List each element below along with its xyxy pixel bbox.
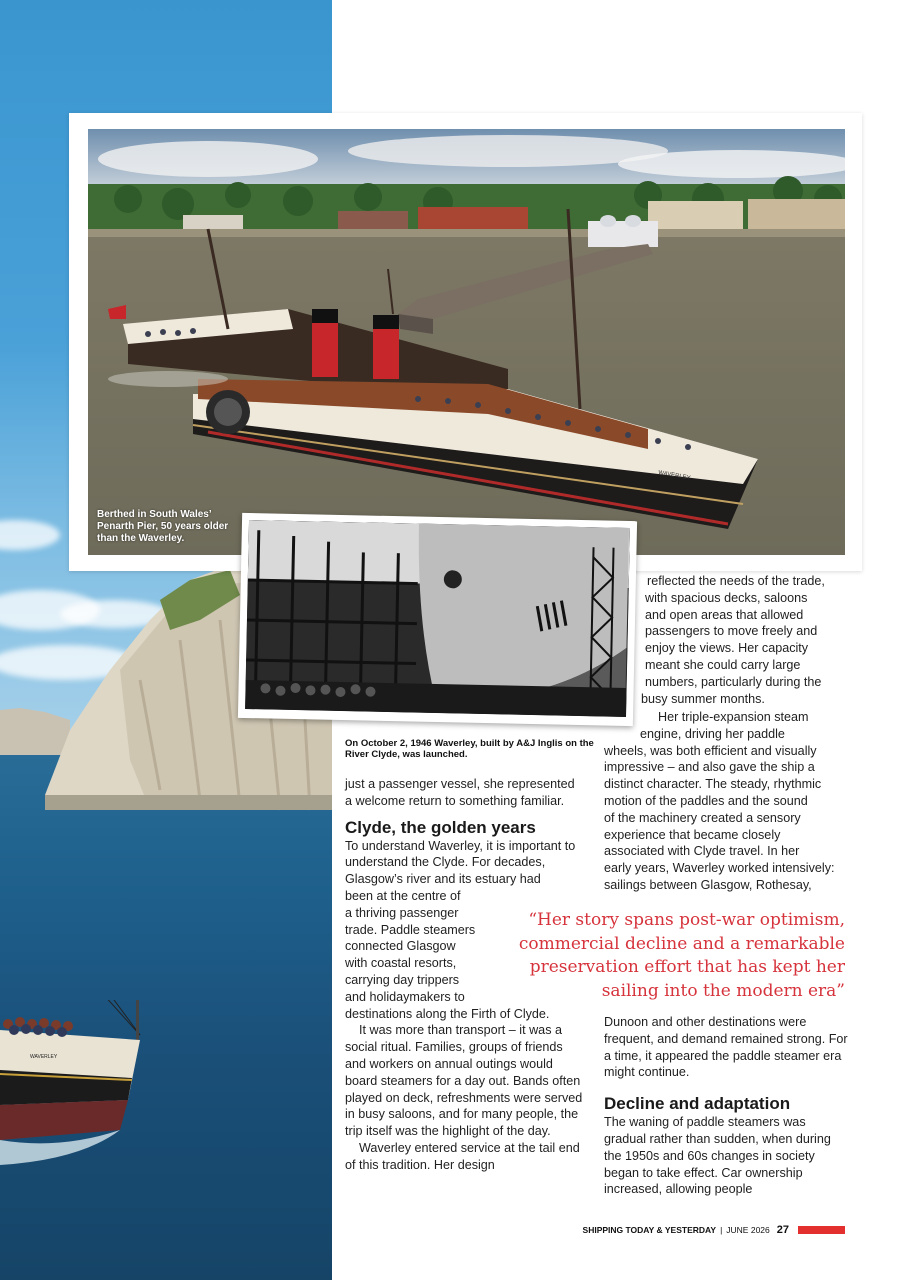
footer-separator: | (720, 1225, 723, 1235)
text-line: of the machinery created a sensory (604, 810, 801, 825)
text-line: experience that became closely (604, 827, 781, 842)
text-line: meant she could carry large (645, 657, 801, 672)
text-line: enjoy the views. Her capacity (645, 641, 809, 656)
text-line: a thriving passenger (345, 905, 459, 920)
paragraph: The waning of paddle steamers was gradual rather than sudden, when during the 1950s and 60s changes in society began to take effect. Car ownership increased, allowing people (604, 1115, 831, 1197)
penarth-pier-aerial (88, 129, 845, 555)
publication-name: SHIPPING TODAY & YESTERDAY (582, 1225, 717, 1235)
ship-nameplate: WAVERLEY (30, 1054, 58, 1060)
text-line: associated with Clyde travel. In her (604, 844, 800, 859)
text-line: engine, driving her paddle (640, 726, 785, 741)
intro-paragraph: just a passenger vessel, she represented a welcome return to something familiar. (345, 777, 575, 808)
article-right-col-top (641, 573, 845, 707)
launch-photo-frame (238, 513, 637, 726)
ship-launch-bw (245, 520, 630, 717)
text-line: destinations along the Firth of Clyde. (345, 1006, 550, 1021)
ship-nameplate: WAVERLEY (657, 470, 691, 482)
text-line: and holidaymakers to (345, 989, 465, 1004)
text-line: reflected the needs of the trade, (647, 574, 825, 588)
text-line: with coastal resorts, (345, 956, 457, 971)
launch-photo-caption: On October 2, 1946 Waverley, built by A&J Inglis on the River Clyde, was launched. (345, 738, 594, 760)
footer-accent-bar (798, 1226, 845, 1234)
text-line: motion of the paddles and the sound (604, 793, 808, 808)
page-number: 27 (776, 1224, 789, 1236)
main-photo (88, 129, 845, 555)
issue-date: JUNE 2026 (726, 1225, 770, 1235)
main-photo-caption: Berthed in South Wales’ Penarth Pier, 50 years older than the Waverley. (97, 509, 229, 544)
text-line: and open areas that allowed (645, 607, 804, 622)
pull-quote: “Her story spans post-war optimism, commercial decline and a remarkable preservation effort that has kept her sailing into the modern era” (518, 910, 845, 1001)
text-line: busy summer months. (641, 691, 765, 706)
text-line: distinct character. The steady, rhythmic (604, 777, 822, 792)
paragraph: To understand Waverley, it is important to understand the Clyde. For decades, Glasgow’s river and its estuary had (345, 838, 576, 887)
section-heading: Clyde, the golden years (345, 817, 536, 837)
paragraph: Waverley entered service at the tail end of this tradition. Her design (345, 1140, 580, 1172)
text-line: carrying day trippers (345, 972, 460, 987)
text-line: been at the centre of (345, 888, 461, 903)
text-line: passengers to move freely and (645, 624, 818, 639)
text-line: trade. Paddle steamers (345, 922, 476, 937)
article-right-col-bottom (604, 1014, 849, 1198)
article-right-col-p2 (604, 709, 849, 894)
text-line: sailings between Glasgow, Rothesay, (604, 877, 812, 892)
text-line: early years, Waverley worked intensively: (604, 861, 835, 876)
section-heading: Decline and adaptation (604, 1094, 791, 1114)
text-line: Her triple-expansion steam (658, 710, 809, 724)
text-line: wheels, was both efficient and visually (604, 743, 817, 758)
text-line: with spacious decks, saloons (645, 590, 808, 605)
page-footer (520, 1223, 845, 1237)
text-line: impressive – and also gave the ship a (604, 760, 815, 775)
text-line: numbers, particularly during the (645, 674, 822, 689)
text-line: connected Glasgow (345, 939, 456, 954)
paragraph: It was more than transport – it was a social ritual. Families, groups of friends and workers on annual outings would board steamers for a day out. Bands often played on deck, refreshments were served in busy saloons, and for many people, the trip itself was the highlight of the day. (345, 1023, 583, 1139)
launch-photo (245, 520, 630, 717)
paragraph: Dunoon and other destinations were frequent, and demand remained strong. For a time, it appeared the paddle steamer era might continue. (604, 1015, 848, 1080)
paddle-steamer-bow (0, 1000, 160, 1170)
